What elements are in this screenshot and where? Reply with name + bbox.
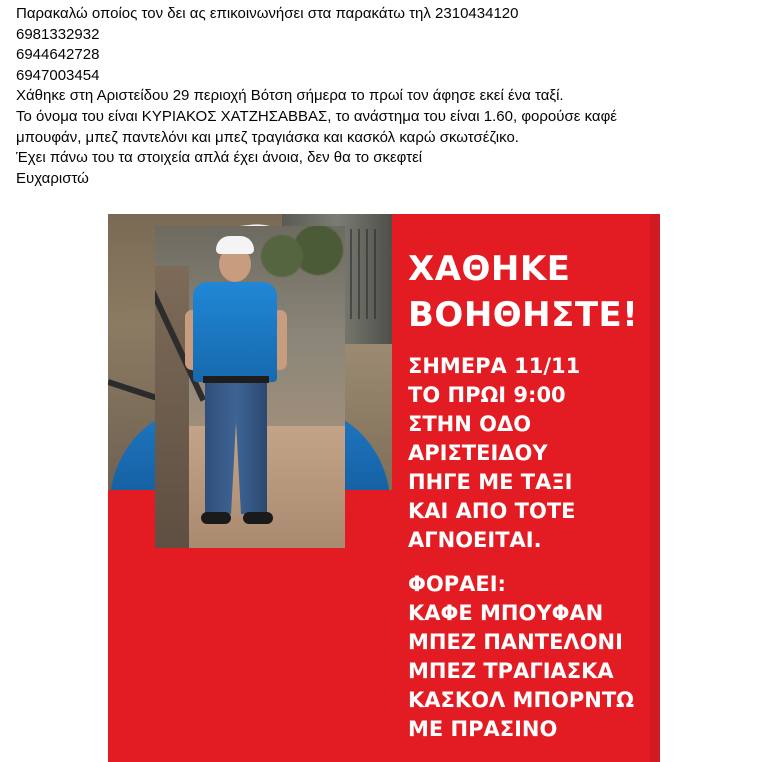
phone-number: 6944642728 bbox=[16, 46, 100, 64]
detail-line: ΣΗΜΕΡΑ 11/11 bbox=[408, 354, 581, 378]
detail-line: ΑΡΙΣΤΕΙΔΟΥ bbox=[408, 441, 548, 465]
post-line: Χάθηκε στη Αριστείδου 29 περιοχή Βότση σήμερα το πρωί τον άφησε εκεί ένα ταξί. bbox=[16, 87, 564, 105]
headline-line: ΒΟΗΘΗΣΤΕ! bbox=[408, 295, 639, 335]
post-line: μπουφάν, μπεζ παντελόνι και μπεζ τραγιάσκα και κασκόλ καρώ σκωτσέζικο. bbox=[16, 128, 519, 146]
phone-number: 6947003454 bbox=[16, 66, 100, 84]
detail-line: ΠΗΓΕ ΜΕ ΤΑΞΙ bbox=[408, 470, 573, 494]
post-line: Παρακαλώ οποίος τον δει ας επικοινωνήσει στα παρακάτω τηλ 2310434120 bbox=[16, 5, 519, 22]
detail-line: ΚΑΙ ΑΠΟ ΤΟΤΕ bbox=[408, 499, 576, 523]
post-line: Το όνομα του είναι ΚΥΡΙΑΚΟΣ ΧΑΤΖΗΣΑΒΒΑΣ, το ανάστημα του είναι 1.60, φορούσε καφέ bbox=[16, 107, 617, 125]
clothing-line: ΦΟΡΑΕΙ: bbox=[408, 572, 506, 596]
clothing-line: ΜΠΕΖ ΤΡΑΓΙΑΣΚΑ bbox=[408, 659, 614, 683]
post-text bbox=[16, 4, 746, 189]
post-line: Ευχαριστώ bbox=[16, 169, 89, 187]
poster-edge bbox=[650, 214, 660, 762]
poster-headline bbox=[408, 246, 648, 338]
full-body-photo bbox=[155, 226, 345, 548]
clothing-line: ΚΑΦΕ ΜΠΟΥΦΑΝ bbox=[408, 601, 604, 625]
clothing-line: ΚΑΣΚΟΛ ΜΠΟΡΝΤΩ bbox=[408, 688, 635, 712]
detail-line: ΣΤΗΝ ΟΔΟ bbox=[408, 412, 532, 436]
detail-line: ΑΓΝΟΕΙΤΑΙ. bbox=[408, 528, 542, 552]
poster-details bbox=[408, 352, 648, 555]
phone-number: 6981332932 bbox=[16, 25, 100, 43]
headline-line: ΧΑΘΗΚΕ bbox=[408, 249, 571, 289]
post-line: Έχει πάνω του τα στοιχεία απλά έχει άνοια, δεν θα το σκεφτεί bbox=[16, 149, 423, 167]
clothing-line: ΜΠΕΖ ΠΑΝΤΕΛΟΝΙ bbox=[408, 630, 623, 654]
poster-clothing bbox=[408, 570, 648, 744]
clothing-line: ΜΕ ΠΡΑΣΙΝΟ bbox=[408, 717, 558, 741]
detail-line: ΤΟ ΠΡΩΙ 9:00 bbox=[408, 383, 566, 407]
